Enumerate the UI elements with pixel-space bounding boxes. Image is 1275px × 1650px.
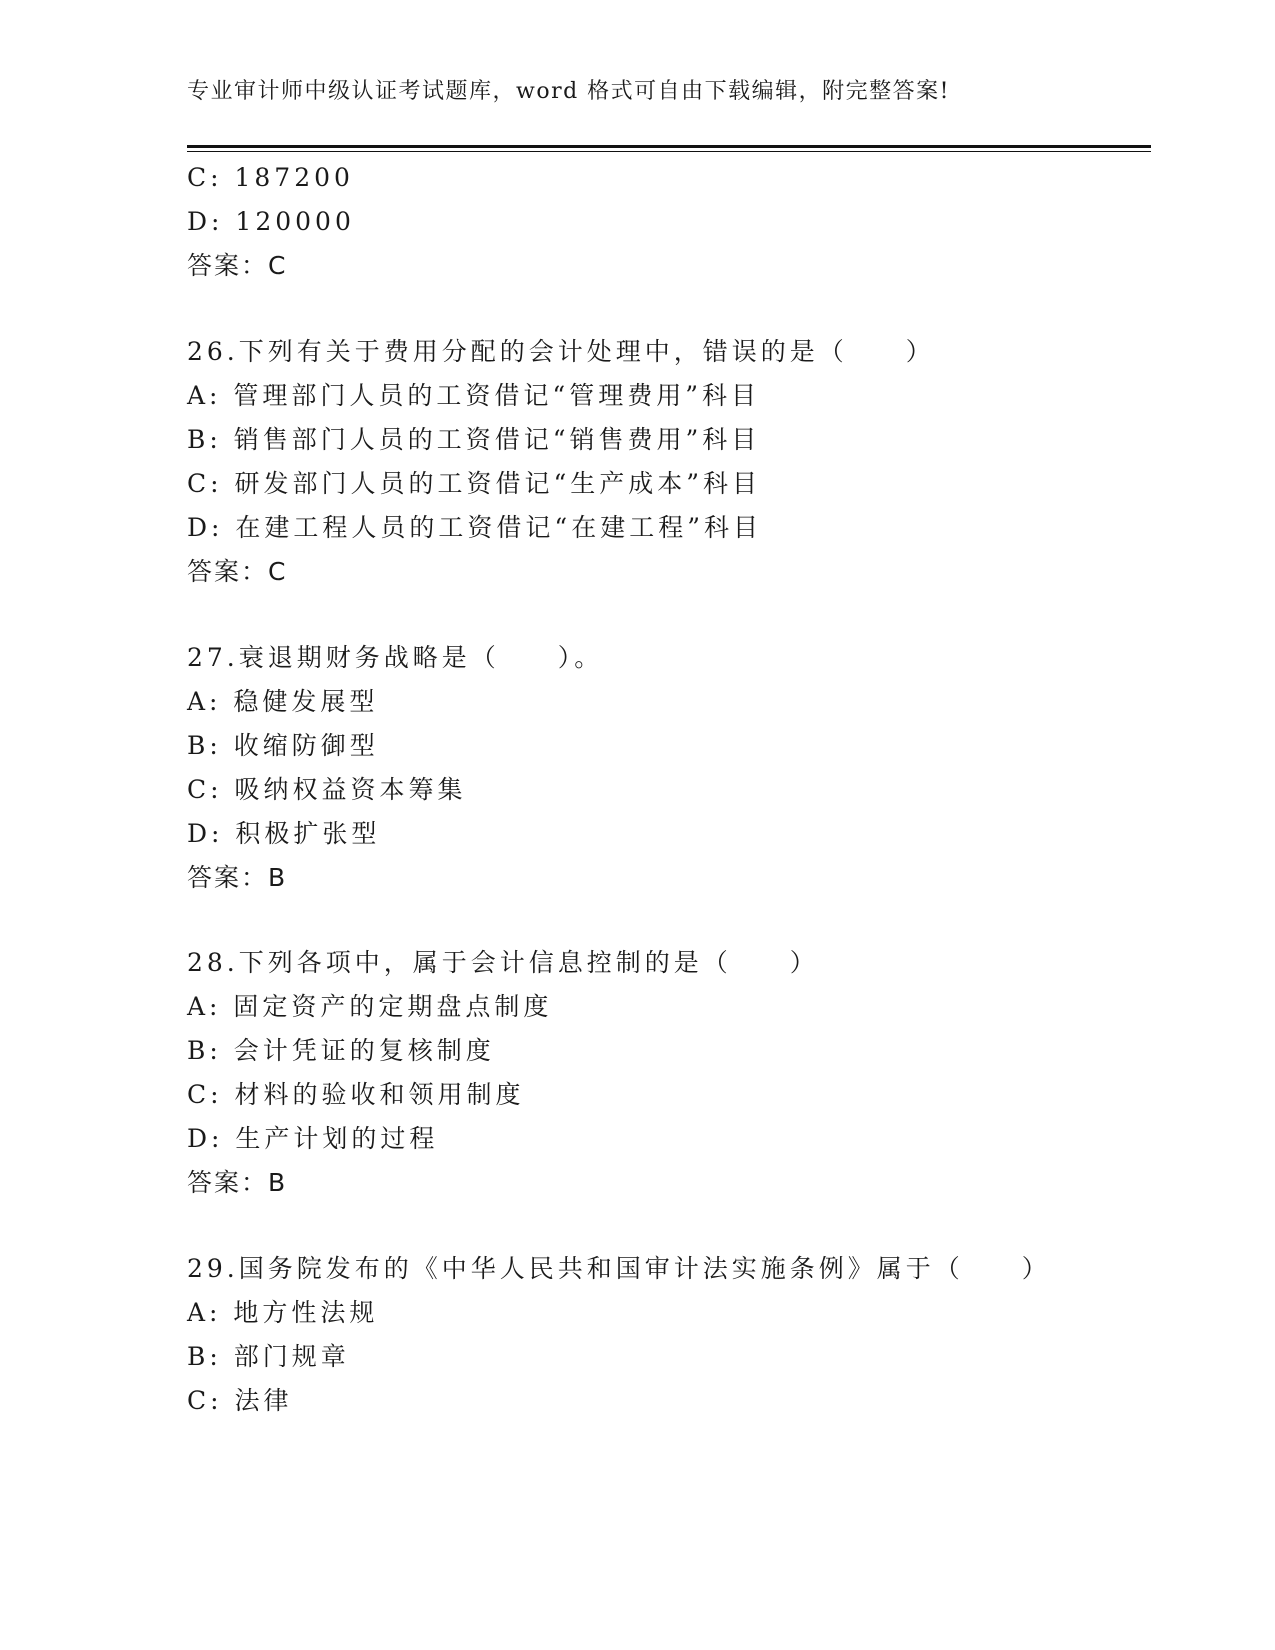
question-28-option-c: C: 材料的验收和领用制度: [187, 1080, 525, 1109]
prev-answer: 答案：C: [187, 251, 288, 280]
question-26-option-a: A: 管理部门人员的工资借记“管理费用”科目: [187, 381, 760, 410]
page-header: 专业审计师中级认证考试题库，word 格式可自由下载编辑，附完整答案!: [187, 79, 951, 104]
question-28-answer: 答案：B: [187, 1168, 288, 1197]
prev-option-c: C: 187200: [187, 163, 354, 192]
question-28-option-d: D: 生产计划的过程: [187, 1124, 439, 1153]
question-29-stem: 29.国务院发布的《中华人民共和国审计法实施条例》属于（ ）: [187, 1254, 1051, 1283]
question-27-stem: 27.衰退期财务战略是（ ）。: [187, 643, 604, 672]
header-rule-thin: [187, 151, 1151, 152]
question-26-option-d: D: 在建工程人员的工资借记“在建工程”科目: [187, 513, 762, 542]
prev-option-d: D: 120000: [187, 207, 355, 236]
question-29-option-c: C: 法律: [187, 1386, 293, 1415]
question-29-option-a: A: 地方性法规: [187, 1298, 379, 1327]
question-28-stem: 28.下列各项中，属于会计信息控制的是（ ）: [187, 948, 819, 977]
question-29-option-b: B: 部门规章: [187, 1342, 350, 1371]
question-26-stem: 26.下列有关于费用分配的会计处理中，错误的是（ ）: [187, 337, 935, 366]
question-26-answer: 答案：C: [187, 557, 288, 586]
question-26-option-c: C: 研发部门人员的工资借记“生产成本”科目: [187, 469, 762, 498]
question-27-answer: 答案：B: [187, 863, 288, 892]
question-27-option-a: A: 稳健发展型: [187, 687, 379, 716]
question-26-option-b: B: 销售部门人员的工资借记“销售费用”科目: [187, 425, 761, 454]
question-27-option-b: B: 收缩防御型: [187, 731, 379, 760]
question-28-option-a: A: 固定资产的定期盘点制度: [187, 992, 553, 1021]
question-27-option-c: C: 吸纳权益资本筹集: [187, 775, 467, 804]
header-rule-thick: [187, 145, 1151, 148]
question-27-option-d: D: 积极扩张型: [187, 819, 381, 848]
question-28-option-b: B: 会计凭证的复核制度: [187, 1036, 495, 1065]
